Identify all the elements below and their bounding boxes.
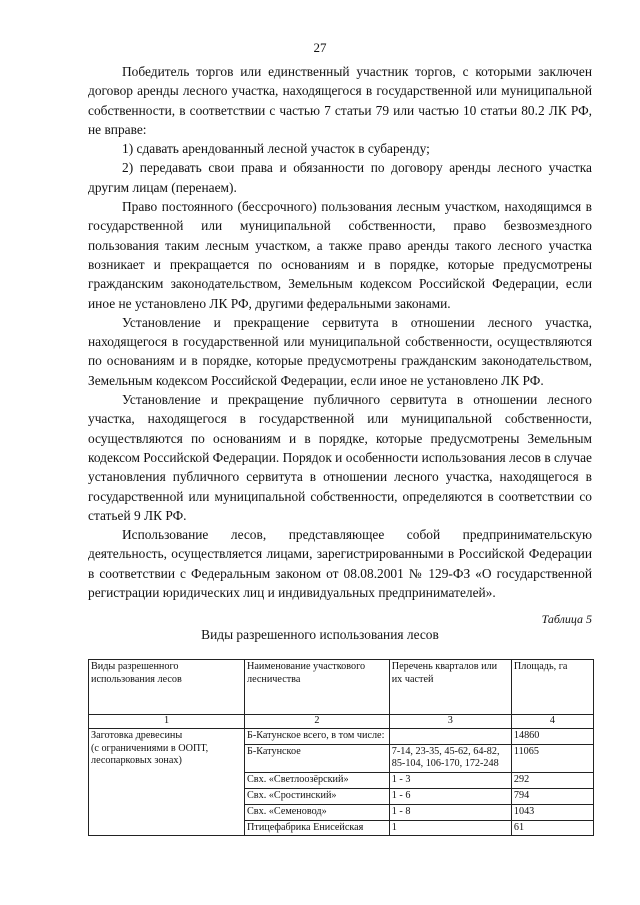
- column-number: 4: [511, 715, 593, 729]
- table-header-row: [89, 660, 594, 715]
- forestry-cell: Свх. «Светлоозёрский»: [245, 773, 390, 789]
- use-type-line: Заготовка древесины: [91, 729, 183, 741]
- quarters-cell: 1 - 8: [389, 804, 511, 820]
- quarters-cell: 1: [389, 820, 511, 836]
- header-cell: Наименование участкового лесничества: [245, 660, 390, 715]
- forestry-cell: Свх. «Сростинский»: [245, 788, 390, 804]
- area-cell: 14860: [511, 728, 593, 744]
- header-cell: Перечень кварталов или их частей: [389, 660, 511, 715]
- area-cell: 61: [511, 820, 593, 836]
- list-item: 2) передавать свои права и обязанности по договору аренды лесного участка другим лицам (перенаем).: [88, 160, 592, 195]
- quarters-cell: 1 - 6: [389, 788, 511, 804]
- column-number: 3: [389, 715, 511, 729]
- header-cell: Виды разрешенного использования лесов: [89, 660, 245, 715]
- use-type-cell: [89, 728, 245, 836]
- forestry-cell: Свх. «Семеновод»: [245, 804, 390, 820]
- quarters-cell: 1 - 3: [389, 773, 511, 789]
- page-number: 27: [313, 40, 327, 55]
- forest-use-table: [88, 659, 594, 836]
- use-type-line: лесопарковых зонах): [91, 755, 182, 767]
- list-item: 1) сдавать арендованный лесной участок в субаренду;: [122, 141, 430, 157]
- paragraph: Установление и прекращение публичного сервитута в отношении лесного участка, находящегося в государственной или муниципальной собственности, осуществляются по основаниям и в порядке, которые предусмотрены Земельным кодексом Российской Федерации. Порядок и особенности использования лесов в случае установления публичного сервитута в отношении лесного участка, находящегося в государственной или муниципальной собственности, определяются в соответствии со статьей 9 ЛК РФ.: [88, 392, 592, 523]
- header-cell: Площадь, га: [511, 660, 593, 715]
- area-cell: 794: [511, 788, 593, 804]
- area-cell: 11065: [511, 744, 593, 773]
- column-number: 2: [245, 715, 390, 729]
- forestry-cell: Б-Катунское всего, в том числе:: [245, 728, 390, 744]
- area-cell: 1043: [511, 804, 593, 820]
- forestry-cell: Б-Катунское: [245, 744, 390, 773]
- paragraph: Использование лесов, представляющее собой предпринимательскую деятельность, осуществляется лицами, зарегистрированными в Российской Федерации в соответствии с Федеральным законом от 08.08.2001 № 129-ФЗ «О государственной регистрации юридических лиц и индивидуальных предпринимателей».: [88, 527, 592, 601]
- column-number-row: [89, 715, 594, 729]
- forestry-cell: Птицефабрика Енисейская: [245, 820, 390, 836]
- table-row: [89, 728, 594, 744]
- quarters-cell: [389, 728, 511, 744]
- quarters-cell: 7-14, 23-35, 45-62, 64-82, 85-104, 106-170, 172-248: [389, 744, 511, 773]
- table-title: Виды разрешенного использования лесов: [201, 627, 439, 642]
- paragraph: Установление и прекращение сервитута в отношении лесного участка, находящегося в государственной или муниципальной собственности, осуществляются по основаниям и в порядке, которые предусмотрены гражданским законодательством, Земельным кодексом Российской Федерации, если иное не установлено ЛК РФ.: [88, 314, 592, 388]
- paragraph: Победитель торгов или единственный участник торгов, с которыми заключен договор аренды лесного участка, находящегося в государственной или муниципальной собственности, в соответствии с частью 7 статьи 79 или частью 10 статьи 80.2 ЛК РФ, не вправе:: [88, 64, 592, 137]
- table-label: Таблица 5: [541, 612, 592, 626]
- column-number: 1: [89, 715, 245, 729]
- paragraph: Право постоянного (бессрочного) пользования лесным участком, находящимся в государственной или муниципальной собственности, право безвозмездного пользования таким лесным участком, а также право аренды такого лесного участка возникает и прекращается по основаниям и в порядке, которые предусмотрены гражданским законодательством, Земельным кодексом Российской Федерации, если иное не установлено ЛК РФ, другими федеральными законами.: [88, 199, 592, 311]
- document-body: [88, 62, 592, 602]
- use-type-line: (с ограничениями в ООПТ,: [91, 742, 209, 754]
- area-cell: 292: [511, 773, 593, 789]
